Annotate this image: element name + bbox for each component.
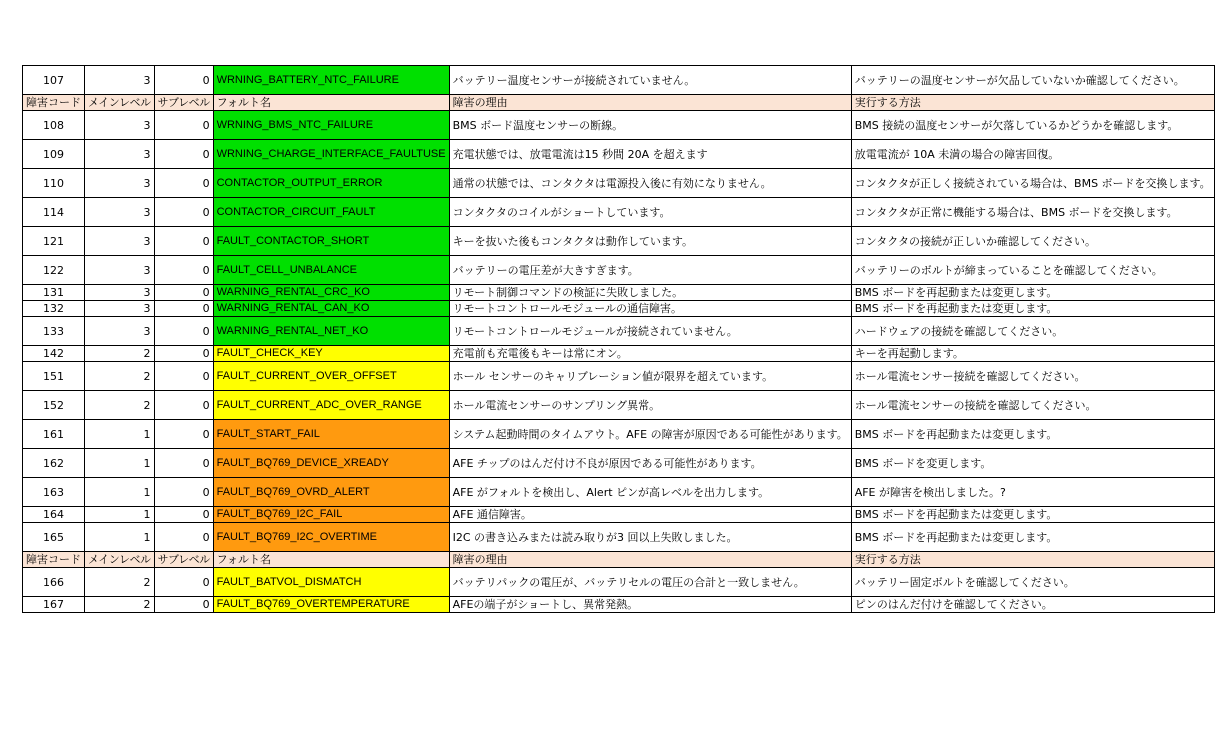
fault-name-cell: WRNING_BATTERY_NTC_FAILURE xyxy=(213,66,449,95)
action-cell: BMS ボードを変更します。 xyxy=(851,449,1214,478)
table-row xyxy=(23,362,1215,391)
sub-level-cell: 0 xyxy=(154,523,213,552)
main-level-cell: 1 xyxy=(85,449,155,478)
fault-code-cell: 131 xyxy=(23,285,85,301)
header-sub-level: サブレベル xyxy=(154,552,213,568)
action-cell: BMS 接続の温度センサーが欠落しているかどうかを確認します。 xyxy=(851,111,1214,140)
reason-cell: バッテリパックの電圧が、バッテリセルの電圧の合計と一致しません。 xyxy=(449,568,851,597)
sub-level-cell: 0 xyxy=(154,478,213,507)
main-level-cell: 2 xyxy=(85,346,155,362)
action-cell: ピンのはんだ付けを確認してください。 xyxy=(851,597,1214,613)
fault-code-cell: 166 xyxy=(23,568,85,597)
sub-level-cell: 0 xyxy=(154,285,213,301)
action-cell: BMS ボードを再起動または変更します。 xyxy=(851,507,1214,523)
fault-code-cell: 151 xyxy=(23,362,85,391)
fault-code-cell: 122 xyxy=(23,256,85,285)
table-row xyxy=(23,391,1215,420)
sub-level-cell: 0 xyxy=(154,597,213,613)
reason-cell: バッテリー温度センサーが接続されていません。 xyxy=(449,66,851,95)
reason-cell: キーを抜いた後もコンタクタは動作しています。 xyxy=(449,227,851,256)
sub-level-cell: 0 xyxy=(154,449,213,478)
sub-level-cell: 0 xyxy=(154,362,213,391)
sub-level-cell: 0 xyxy=(154,198,213,227)
main-level-cell: 2 xyxy=(85,391,155,420)
fault-name-cell: FAULT_BQ769_OVERTEMPERATURE xyxy=(213,597,449,613)
main-level-cell: 2 xyxy=(85,597,155,613)
table-row xyxy=(23,198,1215,227)
fault-name-cell: WRNING_CHARGE_INTERFACE_FAULTUSE xyxy=(213,140,449,169)
header-action: 実行する方法 xyxy=(851,95,1214,111)
table-row xyxy=(23,227,1215,256)
reason-cell: 充電前も充電後もキーは常にオン。 xyxy=(449,346,851,362)
main-level-cell: 3 xyxy=(85,198,155,227)
reason-cell: AFE チップのはんだ付け不良が原因である可能性があります。 xyxy=(449,449,851,478)
main-level-cell: 3 xyxy=(85,66,155,95)
main-level-cell: 3 xyxy=(85,317,155,346)
main-level-cell: 1 xyxy=(85,420,155,449)
header-reason: 障害の理由 xyxy=(449,552,851,568)
header-fault-name: フォルト名 xyxy=(213,552,449,568)
fault-code-cell: 161 xyxy=(23,420,85,449)
sub-level-cell: 0 xyxy=(154,568,213,597)
fault-code-cell: 132 xyxy=(23,301,85,317)
main-level-cell: 3 xyxy=(85,256,155,285)
fault-code-cell: 163 xyxy=(23,478,85,507)
table-row xyxy=(23,111,1215,140)
header-sub-level: サブレベル xyxy=(154,95,213,111)
reason-cell: リモートコントロールモジュールの通信障害。 xyxy=(449,301,851,317)
main-level-cell: 3 xyxy=(85,285,155,301)
main-level-cell: 1 xyxy=(85,523,155,552)
table-row xyxy=(23,317,1215,346)
header-reason: 障害の理由 xyxy=(449,95,851,111)
action-cell: ホール電流センサー接続を確認してください。 xyxy=(851,362,1214,391)
table-row xyxy=(23,478,1215,507)
sub-level-cell: 0 xyxy=(154,301,213,317)
fault-name-cell: FAULT_CELL_UNBALANCE xyxy=(213,256,449,285)
fault-code-cell: 165 xyxy=(23,523,85,552)
reason-cell: コンタクタのコイルがショートしています。 xyxy=(449,198,851,227)
header-main-level: メインレベル xyxy=(85,552,155,568)
table-row xyxy=(23,256,1215,285)
reason-cell: AFE 通信障害。 xyxy=(449,507,851,523)
reason-cell: ホール センサーのキャリブレーション値が限界を超えています。 xyxy=(449,362,851,391)
sub-level-cell: 0 xyxy=(154,420,213,449)
reason-cell: システム起動時間のタイムアウト。AFE の障害が原因である可能性があります。 xyxy=(449,420,851,449)
fault-code-cell: 142 xyxy=(23,346,85,362)
fault-name-cell: CONTACTOR_CIRCUIT_FAULT xyxy=(213,198,449,227)
sub-level-cell: 0 xyxy=(154,256,213,285)
fault-code-cell: 108 xyxy=(23,111,85,140)
fault-name-cell: FAULT_BQ769_OVRD_ALERT xyxy=(213,478,449,507)
main-level-cell: 3 xyxy=(85,111,155,140)
main-level-cell: 3 xyxy=(85,140,155,169)
table-row xyxy=(23,523,1215,552)
fault-code-cell: 110 xyxy=(23,169,85,198)
fault-name-cell: FAULT_BQ769_I2C_OVERTIME xyxy=(213,523,449,552)
reason-cell: 通常の状態では、コンタクタは電源投入後に有効になりません。 xyxy=(449,169,851,198)
fault-name-cell: WARNING_RENTAL_NET_KO xyxy=(213,317,449,346)
reason-cell: 充電状態では、放電電流は15 秒間 20A を超えます xyxy=(449,140,851,169)
reason-cell: BMS ボード温度センサーの断線。 xyxy=(449,111,851,140)
fault-code-cell: 109 xyxy=(23,140,85,169)
action-cell: BMS ボードを再起動または変更します。 xyxy=(851,285,1214,301)
fault-name-cell: FAULT_CONTACTOR_SHORT xyxy=(213,227,449,256)
header-code: 障害コード xyxy=(23,552,85,568)
header-fault-name: フォルト名 xyxy=(213,95,449,111)
table-row xyxy=(23,568,1215,597)
table-row xyxy=(23,169,1215,198)
fault-code-cell: 114 xyxy=(23,198,85,227)
sub-level-cell: 0 xyxy=(154,111,213,140)
fault-name-cell: FAULT_START_FAIL xyxy=(213,420,449,449)
reason-cell: AFE がフォルトを検出し、Alert ピンが高レベルを出力します。 xyxy=(449,478,851,507)
fault-code-cell: 121 xyxy=(23,227,85,256)
table-row xyxy=(23,597,1215,613)
fault-code-cell: 164 xyxy=(23,507,85,523)
main-level-cell: 2 xyxy=(85,362,155,391)
reason-cell: I2C の書き込みまたは読み取りが3 回以上失敗しました。 xyxy=(449,523,851,552)
table-row xyxy=(23,449,1215,478)
fault-name-cell: FAULT_BATVOL_DISMATCH xyxy=(213,568,449,597)
sub-level-cell: 0 xyxy=(154,391,213,420)
sub-level-cell: 0 xyxy=(154,346,213,362)
action-cell: ハードウェアの接続を確認してください。 xyxy=(851,317,1214,346)
fault-code-cell: 167 xyxy=(23,597,85,613)
fault-name-cell: WARNING_RENTAL_CRC_KO xyxy=(213,285,449,301)
fault-code-cell: 107 xyxy=(23,66,85,95)
table-row xyxy=(23,66,1215,95)
action-cell: 放電電流が 10A 未満の場合の障害回復。 xyxy=(851,140,1214,169)
main-level-cell: 3 xyxy=(85,301,155,317)
reason-cell: バッテリーの電圧差が大きすぎます。 xyxy=(449,256,851,285)
table-row xyxy=(23,285,1215,301)
table-row xyxy=(23,507,1215,523)
sub-level-cell: 0 xyxy=(154,227,213,256)
header-code: 障害コード xyxy=(23,95,85,111)
table-body xyxy=(23,66,1215,613)
header-row xyxy=(23,95,1215,111)
action-cell: キーを再起動します。 xyxy=(851,346,1214,362)
action-cell: バッテリーのボルトが締まっていることを確認してください。 xyxy=(851,256,1214,285)
table-row xyxy=(23,346,1215,362)
header-action: 実行する方法 xyxy=(851,552,1214,568)
fault-name-cell: FAULT_BQ769_DEVICE_XREADY xyxy=(213,449,449,478)
main-level-cell: 3 xyxy=(85,169,155,198)
fault-name-cell: FAULT_CURRENT_OVER_OFFSET xyxy=(213,362,449,391)
main-level-cell: 1 xyxy=(85,507,155,523)
reason-cell: リモート制御コマンドの検証に失敗しました。 xyxy=(449,285,851,301)
reason-cell: AFEの端子がショートし、異常発熱。 xyxy=(449,597,851,613)
table-row xyxy=(23,420,1215,449)
fault-code-table xyxy=(22,65,1215,613)
fault-name-cell: WRNING_BMS_NTC_FAILURE xyxy=(213,111,449,140)
table-row xyxy=(23,301,1215,317)
header-row xyxy=(23,552,1215,568)
sub-level-cell: 0 xyxy=(154,66,213,95)
action-cell: バッテリーの温度センサーが欠品していないか確認してください。 xyxy=(851,66,1214,95)
action-cell: ホール電流センサーの接続を確認してください。 xyxy=(851,391,1214,420)
fault-name-cell: CONTACTOR_OUTPUT_ERROR xyxy=(213,169,449,198)
action-cell: コンタクタが正しく接続されている場合は、BMS ボードを交換します。 xyxy=(851,169,1214,198)
main-level-cell: 1 xyxy=(85,478,155,507)
action-cell: バッテリー固定ボルトを確認してください。 xyxy=(851,568,1214,597)
action-cell: AFE が障害を検出しました。? xyxy=(851,478,1214,507)
reason-cell: リモートコントロールモジュールが接続されていません。 xyxy=(449,317,851,346)
fault-code-cell: 162 xyxy=(23,449,85,478)
fault-name-cell: FAULT_CHECK_KEY xyxy=(213,346,449,362)
fault-name-cell: FAULT_BQ769_I2C_FAIL xyxy=(213,507,449,523)
sub-level-cell: 0 xyxy=(154,169,213,198)
action-cell: コンタクタが正常に機能する場合は、BMS ボードを交換します。 xyxy=(851,198,1214,227)
action-cell: BMS ボードを再起動または変更します。 xyxy=(851,523,1214,552)
header-main-level: メインレベル xyxy=(85,95,155,111)
main-level-cell: 3 xyxy=(85,227,155,256)
fault-name-cell: FAULT_CURRENT_ADC_OVER_RANGE xyxy=(213,391,449,420)
main-level-cell: 2 xyxy=(85,568,155,597)
action-cell: コンタクタの接続が正しいか確認してください。 xyxy=(851,227,1214,256)
fault-code-cell: 152 xyxy=(23,391,85,420)
sub-level-cell: 0 xyxy=(154,507,213,523)
action-cell: BMS ボードを再起動または変更します。 xyxy=(851,301,1214,317)
table-row xyxy=(23,140,1215,169)
reason-cell: ホール電流センサーのサンプリング異常。 xyxy=(449,391,851,420)
fault-name-cell: WARNING_RENTAL_CAN_KO xyxy=(213,301,449,317)
fault-code-cell: 133 xyxy=(23,317,85,346)
action-cell: BMS ボードを再起動または変更します。 xyxy=(851,420,1214,449)
sub-level-cell: 0 xyxy=(154,317,213,346)
sub-level-cell: 0 xyxy=(154,140,213,169)
